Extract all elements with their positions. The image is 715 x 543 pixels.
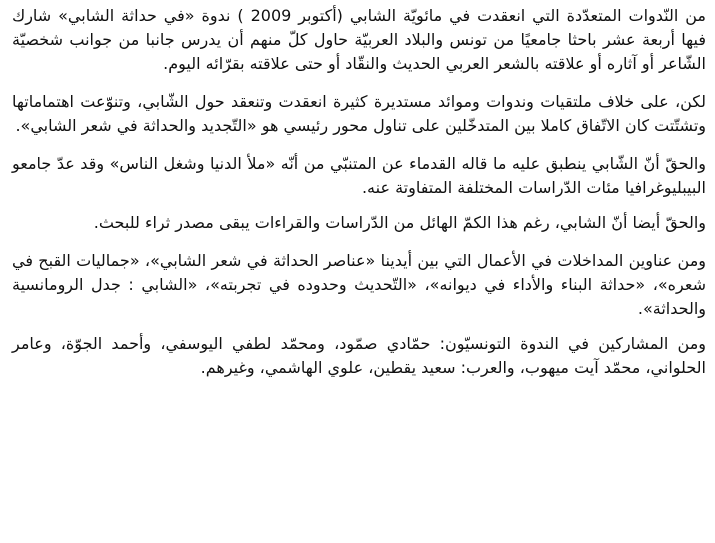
paragraph-paper-titles: ومن عناوين المداخلات في الأعمال التي بين أيدينا «عناصر الحداثة في شعر الشابي»، «جماليات القبح في شعره»، «حداثة البناء والأداء في ديوانه»، «التّحديث وحدوده في تجربته»، «الشابي : جدل الرومانسية والحداثة». — [12, 251, 706, 318]
paragraph-research-richness: والحقّ أيضا أنّ الشابي، رغم هذا الكمّ الهائل من الدّراسات والقراءات يبقى مصدر ثراء للبحث. — [93, 213, 706, 232]
paragraph-mutanabbi-comparison: والحقّ أنّ الشّابي ينطبق عليه ما قاله القدماء عن المتنبّي من أنّه «ملأ الدنيا وشغل الناس» وقد عدّ جامعو البيبليوغرافيا مئات الدّراسات المختلفة المتفاوتة عنه. — [12, 154, 706, 197]
paragraph-participants: ومن المشاركين في الندوة التونسيّون: حمّادي صمّود، ومحمّد لطفي اليوسفي، وأحمد الجوّة، وعامر الحلواني، محمّد آيت ميهوب، والعرب: سعيد يقطين، علوي الهاشمي، وغيرهم. — [12, 334, 706, 377]
paragraph-common-axis: لكن، على خلاف ملتقيات وندوات وموائد مستديرة كثيرة انعقدت وتنعقد حول الشّابي، وتنوّعت اهتماماتها وتشتّتت كان الاتّفاق كاملا بين المتدخّلين على تناول محور رئيسي هو «التّجديد والحداثة في شعر الشابي». — [12, 92, 706, 135]
paragraph-intro: من النّدوات المتعدّدة التي انعقدت في مائويّة الشابي (أكتوبر 2009 ) ندوة «في حداثة الشابي» شارك فيها أربعة عشر باحثا جامعيًا من تونس والبلاد العربيّة حاول كلّ منهم أن يدرس جانبا من جوانب شخصيّة الشّاعر أو آثاره أو علاقته بالشعر العربي الحديث والنقّاد أو حتى علاقته بقرّائه اليوم. — [12, 6, 707, 73]
